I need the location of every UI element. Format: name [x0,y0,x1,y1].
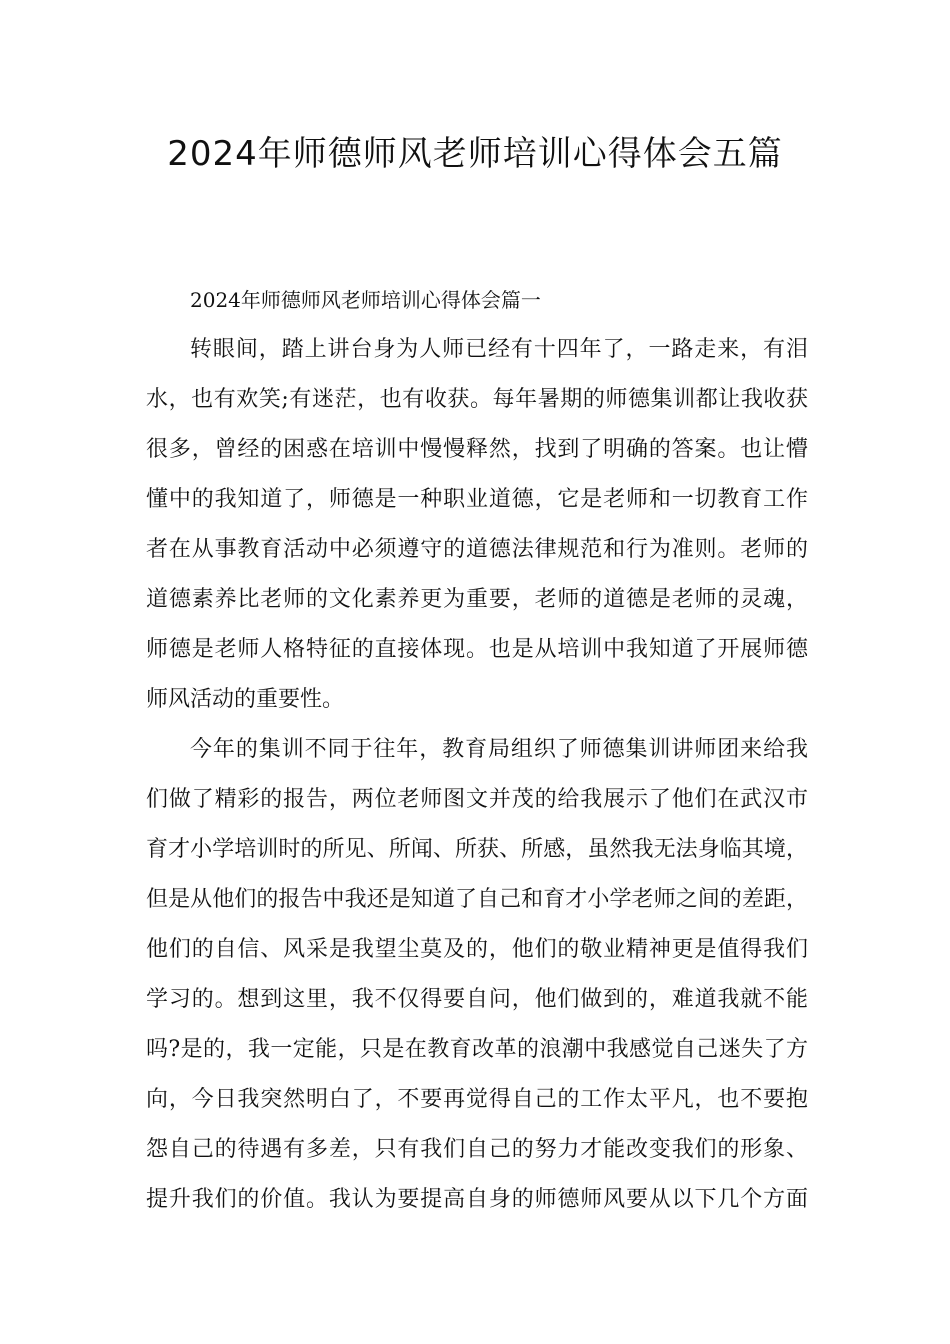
paragraph-2-line: 吗?是的，我一定能，只是在教育改革的浪潮中我感觉自己迷失了方 [146,1037,808,1062]
paragraph-2-line: 学习的。想到这里，我不仅得要自问，他们做到的，难道我就不能 [146,987,808,1012]
paragraph-1-line: 道德素养比老师的文化素养更为重要，老师的道德是老师的灵魂， [146,587,808,612]
paragraph-2-line: 今年的集训不同于往年，教育局组织了师德集训讲师团来给我 [190,737,808,762]
section-heading: 2024年师德师风老师培训心得体会篇一 [190,288,541,312]
paragraph-2-line: 怨自己的待遇有多差，只有我们自己的努力才能改变我们的形象、 [146,1137,808,1162]
paragraph-1-line: 懂中的我知道了，师德是一种职业道德，它是老师和一切教育工作 [146,487,808,512]
paragraph-1-line: 师德是老师人格特征的直接体现。也是从培训中我知道了开展师德 [146,637,808,662]
paragraph-2-line: 他们的自信、风采是我望尘莫及的，他们的敬业精神更是值得我们 [146,937,808,962]
paragraph-1-line: 师风活动的重要性。 [146,687,345,712]
paragraph-2-line: 育才小学培训时的所见、所闻、所获、所感，虽然我无法身临其境， [146,837,808,862]
paragraph-2-line: 向，今日我突然明白了，不要再觉得自己的工作太平凡，也不要抱 [146,1087,808,1112]
document-body [146,280,808,1230]
paragraph-2-line: 但是从他们的报告中我还是知道了自己和育才小学老师之间的差距， [146,887,808,912]
paragraph-1-line: 者在从事教育活动中必须遵守的道德法律规范和行为准则。老师的 [146,537,808,562]
paragraph-1-line: 转眼间，踏上讲台身为人师已经有十四年了，一路走来，有泪 [190,337,808,362]
paragraph-1-line: 水，也有欢笑;有迷茫，也有收获。每年暑期的师德集训都让我收获 [146,387,808,412]
paragraph-1-line: 很多，曾经的困惑在培训中慢慢释然，找到了明确的答案。也让懵 [146,437,808,462]
document-title: 2024年师德师风老师培训心得体会五篇 [167,134,783,174]
paragraph-2-line: 们做了精彩的报告，两位老师图文并茂的给我展示了他们在武汉市 [146,787,808,812]
paragraph-2-line: 提升我们的价值。我认为要提高自身的师德师风要从以下几个方面 [146,1187,808,1212]
